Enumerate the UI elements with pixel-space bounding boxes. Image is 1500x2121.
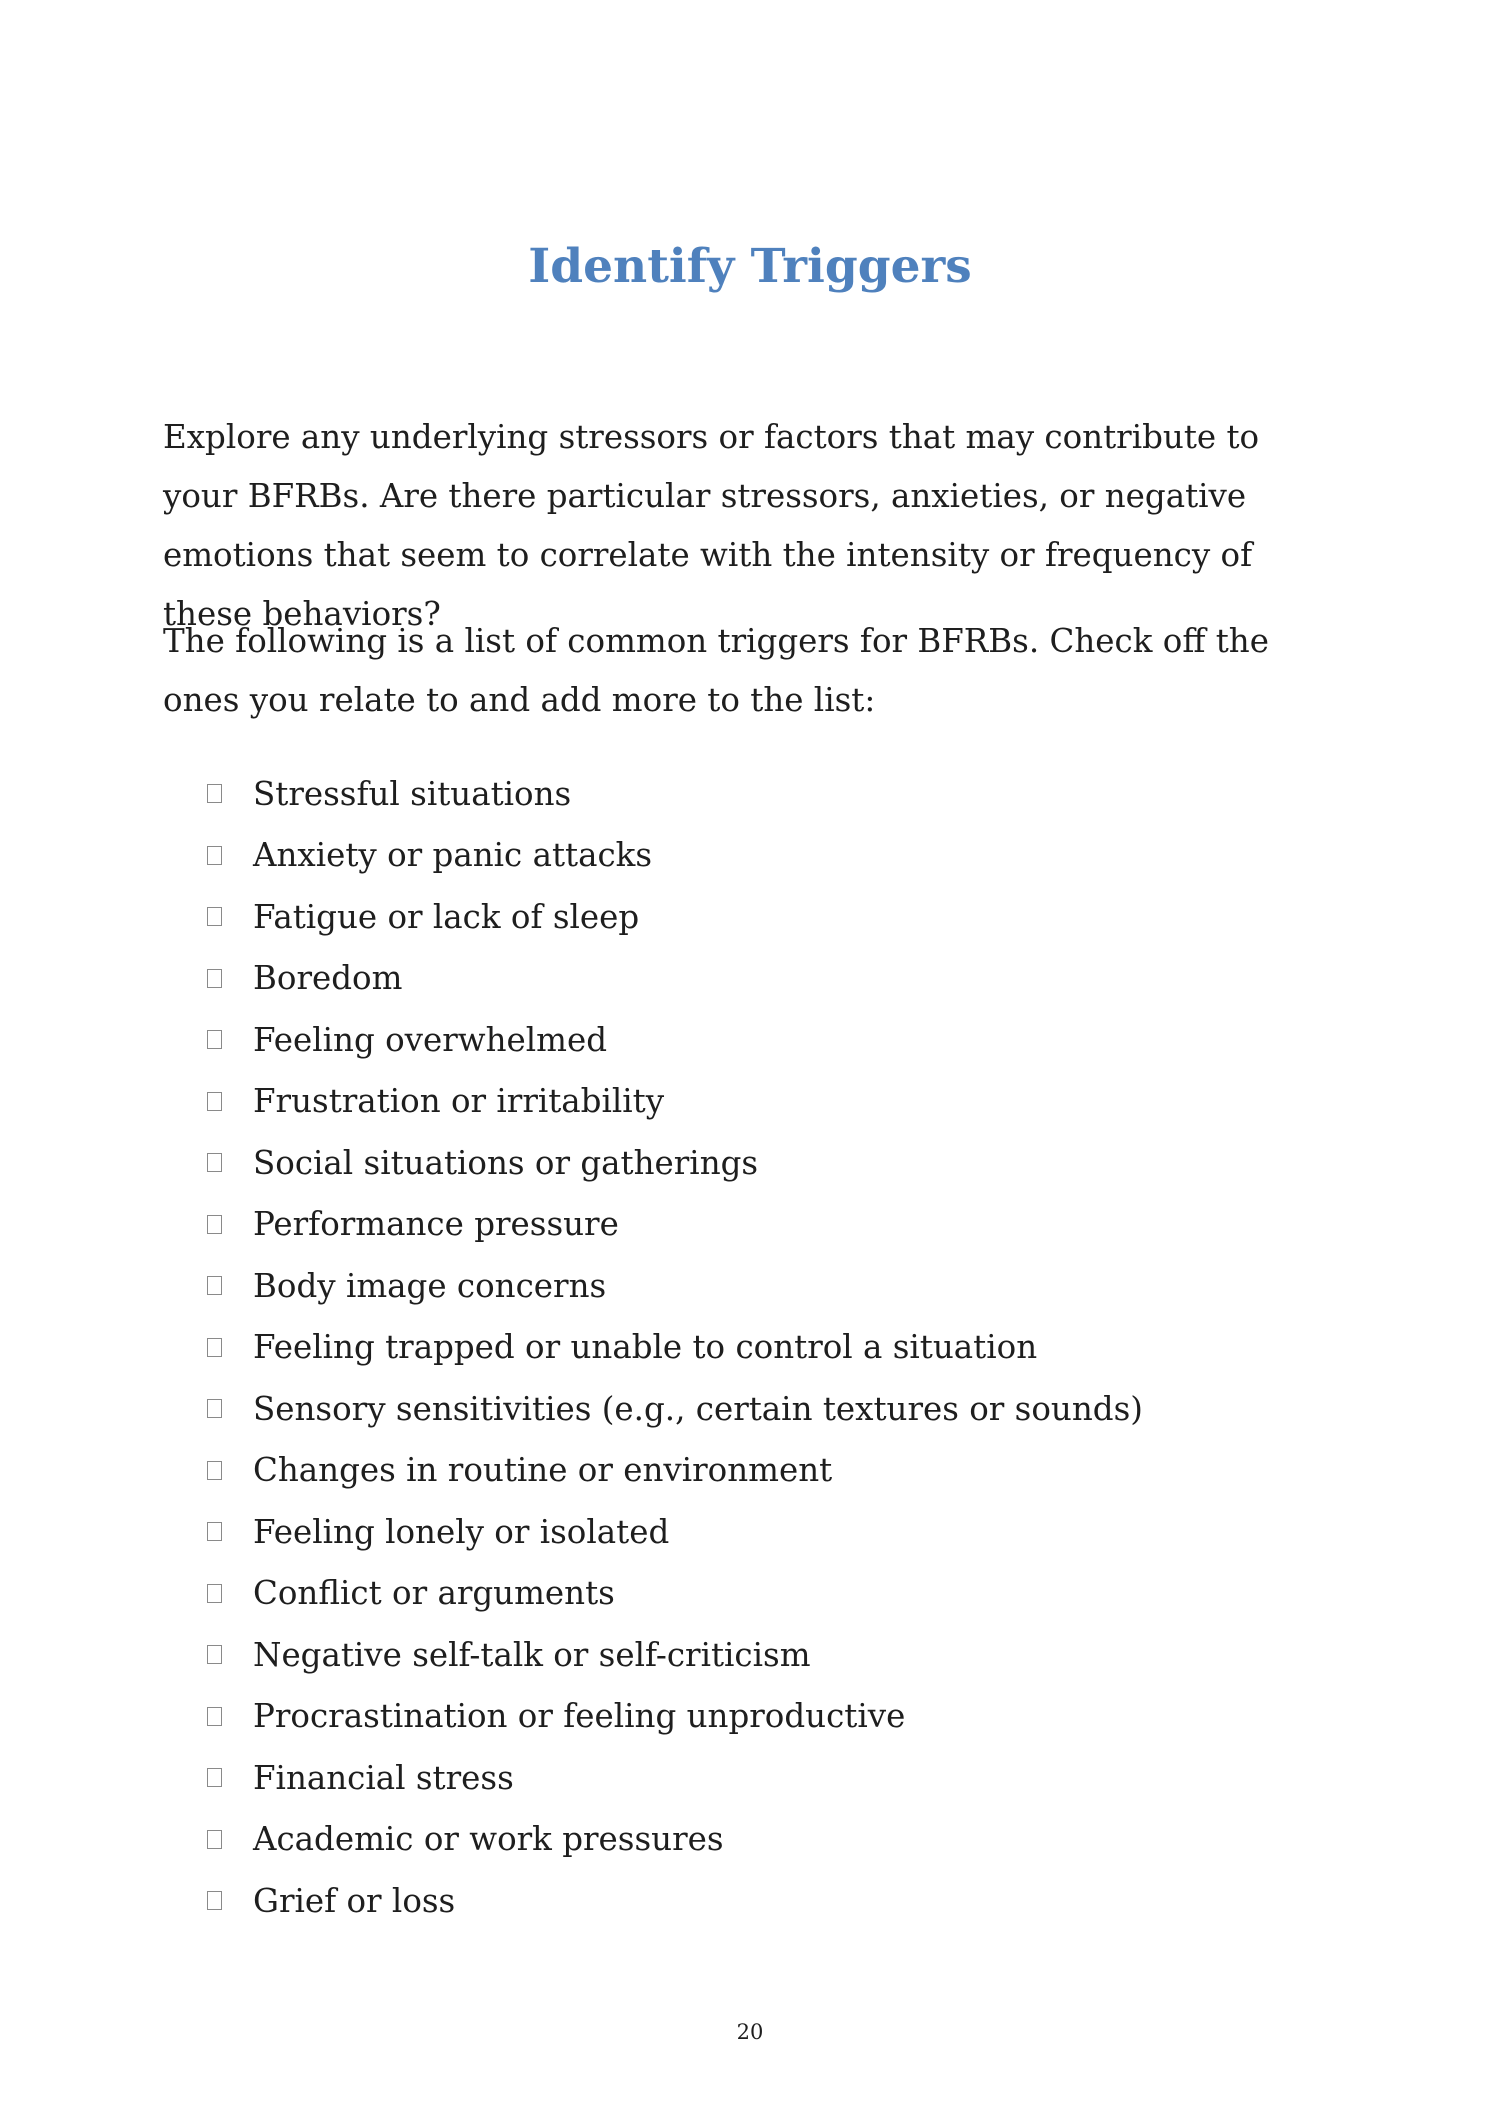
checklist-item[interactable] (207, 1194, 1143, 1256)
checkbox-icon[interactable] (207, 969, 222, 988)
checklist-item-label: Social situations or gatherings (253, 1143, 759, 1182)
checkbox-icon[interactable] (207, 1338, 222, 1357)
checklist-item[interactable] (207, 1071, 1143, 1133)
checklist-item-label: Feeling lonely or isolated (253, 1512, 670, 1551)
page-title: Identify Triggers (528, 239, 972, 295)
checkbox-icon[interactable] (207, 1215, 222, 1234)
checklist-item-label: Boredom (253, 959, 403, 998)
checklist-item-label: Grief or loss (253, 1881, 456, 1920)
checklist-item[interactable] (207, 948, 1143, 1010)
checkbox-icon[interactable] (207, 1522, 222, 1541)
checkbox-icon[interactable] (207, 1276, 222, 1295)
checklist-item[interactable] (207, 1809, 1143, 1871)
checklist-item-label: Fatigue or lack of sleep (253, 897, 640, 936)
checkbox-icon[interactable] (207, 1030, 222, 1049)
trigger-checklist (207, 763, 1143, 1932)
checklist-item-label: Procrastination or feeling unproductive (253, 1697, 906, 1736)
checklist-item[interactable] (207, 1501, 1143, 1563)
checklist-item[interactable] (207, 763, 1143, 825)
checklist-item[interactable] (207, 1624, 1143, 1686)
checklist-item-label: Sensory sensitivities (e.g., certain textures or sounds) (253, 1389, 1143, 1428)
checklist-item-label: Stressful situations (253, 774, 572, 813)
checklist-item-label: Feeling trapped or unable to control a situation (253, 1328, 1038, 1367)
checklist-item-label: Body image concerns (253, 1266, 607, 1305)
intro-paragraph: Explore any underlying stressors or factors that may contribute to your BFRBs. Are there particular stressors, anxieties, or negative emotions that seem to correlate with the intensity or frequency of these behaviors? (163, 418, 1260, 633)
checkbox-icon[interactable] (207, 1461, 222, 1480)
checkbox-icon[interactable] (207, 784, 222, 803)
checklist-item-label: Anxiety or panic attacks (253, 836, 653, 875)
checkbox-icon[interactable] (207, 1092, 222, 1111)
checkbox-icon[interactable] (207, 1645, 222, 1664)
checklist-item-label: Feeling overwhelmed (253, 1020, 608, 1059)
checklist-item-label: Conflict or arguments (253, 1574, 615, 1613)
checklist-item[interactable] (207, 1747, 1143, 1809)
checklist-item[interactable] (207, 1686, 1143, 1748)
checklist-item[interactable] (207, 1563, 1143, 1625)
checklist-item[interactable] (207, 1870, 1143, 1932)
checkbox-icon[interactable] (207, 1830, 222, 1849)
checkbox-icon[interactable] (207, 1707, 222, 1726)
checklist-item[interactable] (207, 1132, 1143, 1194)
checklist-item-label: Changes in routine or environment (253, 1451, 833, 1490)
checkbox-icon[interactable] (207, 1584, 222, 1603)
checklist-item-label: Frustration or irritability (253, 1082, 665, 1121)
checklist-item-label: Financial stress (253, 1758, 514, 1797)
checklist-item-label: Negative self-talk or self-criticism (253, 1635, 811, 1674)
checklist-item[interactable] (207, 1009, 1143, 1071)
page-number: 20 (736, 2020, 764, 2044)
checkbox-icon[interactable] (207, 1768, 222, 1787)
checkbox-icon[interactable] (207, 907, 222, 926)
checklist-item[interactable] (207, 825, 1143, 887)
checklist-item[interactable] (207, 1378, 1143, 1440)
checklist-item[interactable] (207, 1255, 1143, 1317)
checklist-item-label: Academic or work pressures (253, 1820, 724, 1859)
checkbox-icon[interactable] (207, 1153, 222, 1172)
checklist-item[interactable] (207, 886, 1143, 948)
checkbox-icon[interactable] (207, 1891, 222, 1910)
checklist-item-label: Performance pressure (253, 1205, 619, 1244)
checkbox-icon[interactable] (207, 846, 222, 865)
checkbox-icon[interactable] (207, 1399, 222, 1418)
checklist-item[interactable] (207, 1440, 1143, 1502)
checklist-item[interactable] (207, 1317, 1143, 1379)
instructions-paragraph: The following is a list of common triggers for BFRBs. Check off the ones you relate to and add more to the list: (163, 622, 1269, 719)
